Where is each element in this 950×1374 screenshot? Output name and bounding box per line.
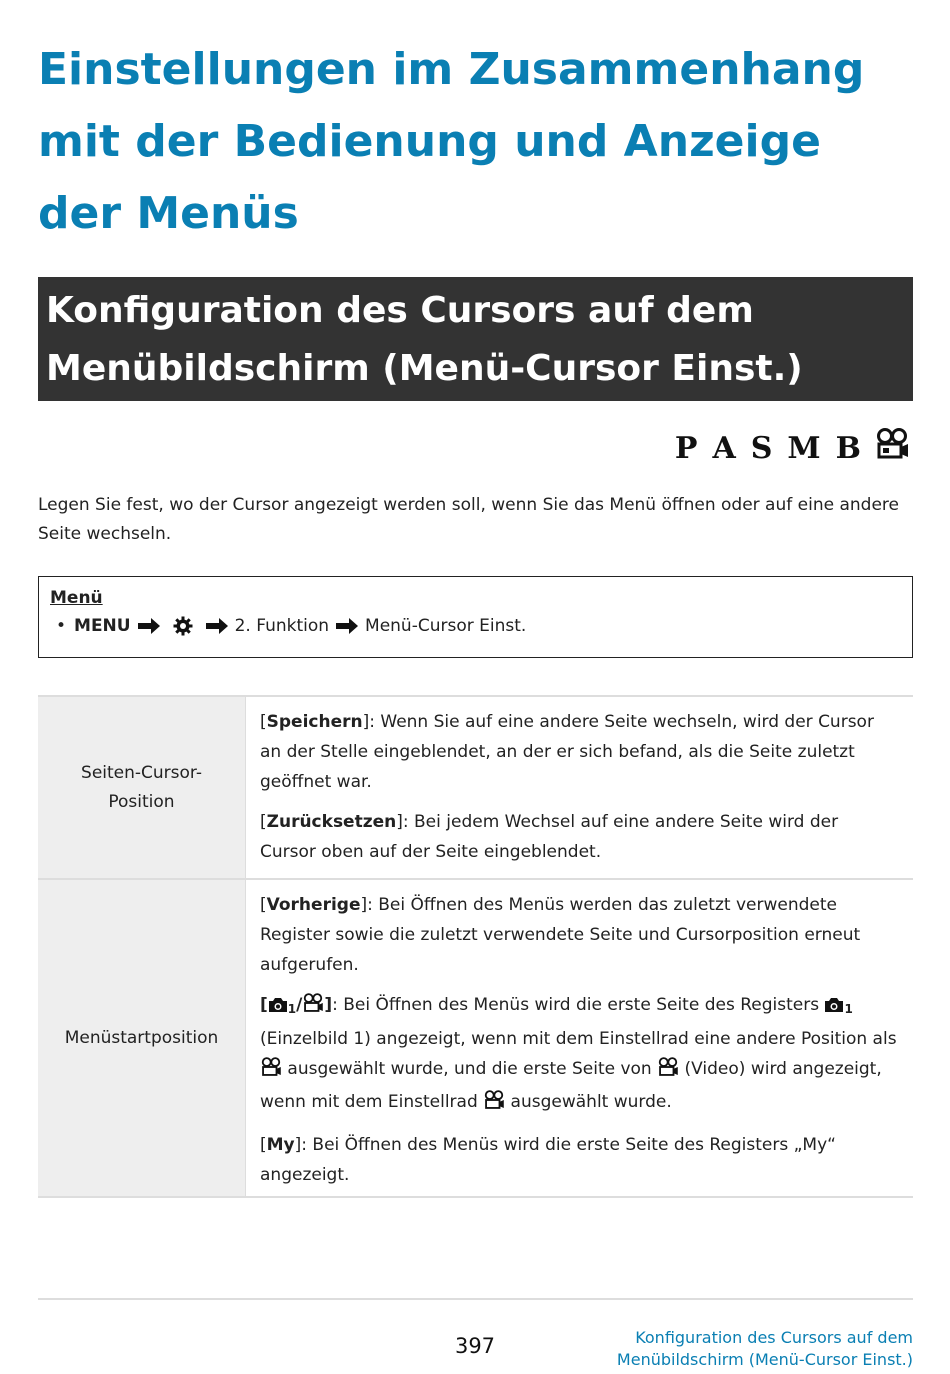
option-name: Speichern <box>266 712 363 732</box>
option-name-subscript: 1 <box>287 1002 297 1016</box>
option-name: Zurücksetzen <box>266 812 397 832</box>
option-description: [Vorherige]: Bei Öffnen des Menüs werden das zuletzt verwendete Register sowie die zuletzt verwendete Seite und Cursorposition erneut aufgerufen. <box>260 895 861 975</box>
movie-icon <box>657 1057 679 1087</box>
mode-m: M <box>787 430 822 466</box>
option-text: : Bei jedem Wechsel auf eine andere Seite wird der Cursor oben auf der Seite eingeblendet. <box>260 812 839 862</box>
movie-icon <box>483 1090 505 1120</box>
mode-s: S <box>750 430 774 466</box>
movie-icon <box>874 428 910 468</box>
menu-label: Menü <box>50 588 103 608</box>
arrow-right-icon <box>205 618 229 634</box>
menu-step-label: 2. Funktion <box>234 616 330 636</box>
gear-icon <box>173 616 193 636</box>
option-description: [Zurücksetzen]: Bei jedem Wechsel auf eine andere Seite wird der Cursor oben auf der Seite eingeblendet. <box>260 812 839 862</box>
option-description: [My]: Bei Öffnen des Menüs wird die erste Seite des Registers „My“ angezeigt. <box>260 1135 836 1185</box>
shooting-modes <box>661 428 910 468</box>
mode-p: P <box>674 430 699 466</box>
option-text: : Bei Öffnen des Menüs werden das zuletzt verwendete Register sowie die zuletzt verwendete Seite und Cursorposition erneut aufgerufen. <box>260 895 861 975</box>
option-name: My <box>266 1135 295 1155</box>
menu-path <box>50 612 901 640</box>
option-text: : Bei Öffnen des Menüs wird die erste Seite des Registers „My“ angezeigt. <box>260 1135 836 1185</box>
menu-button-label: MENU <box>74 616 131 636</box>
option-name: Vorherige <box>266 895 361 915</box>
footer-divider <box>38 1298 913 1300</box>
camera-icon <box>824 993 844 1023</box>
option-description: [ $_1$/ ]: Bei Öffnen des Menüs wird die erste Seite des Registers $_1$ (Einzelbild 1) angezeigt, wenn mit dem Einstellrad eine andere Position als ausgewählt wurde, und die erste Seite von (Video) wird angezeigt, wenn mit dem Einstellrad ausgewählt wurde. <box>260 990 899 1120</box>
option-text: (Einzelbild 1) angezeigt, wenn mit dem Einstellrad eine andere Position als <box>260 1029 897 1049</box>
arrow-right-icon <box>137 618 161 634</box>
footer-section-link[interactable]: Konfiguration des Cursors auf dem Menübildschirm (Menü-Cursor Einst.) <box>616 1328 913 1369</box>
option-text: : Wenn Sie auf eine andere Seite wechseln, wird der Cursor an der Stelle eingeblendet, an der er sich befand, als die Seite zuletzt geöffnet war. <box>260 712 874 792</box>
settings-table <box>38 695 913 1198</box>
row-content <box>246 697 913 878</box>
camera-icon <box>268 993 288 1023</box>
table-row <box>38 880 913 1198</box>
option-name-separator: / <box>296 995 303 1015</box>
menu-end-label: Menü-Cursor Einst. <box>365 616 527 636</box>
section-title: Konfiguration des Cursors auf dem Menübildschirm (Menü-Cursor Einst.) <box>38 277 913 401</box>
row-label: Menüstartposition <box>38 880 246 1196</box>
bullet: • <box>56 616 67 636</box>
row-label: Seiten-Cursor-Position <box>38 697 246 878</box>
arrow-right-icon <box>335 618 359 634</box>
page-number: 397 <box>454 1334 496 1358</box>
option-text: : Bei Öffnen des Menüs wird die erste Seite des Registers <box>332 995 825 1015</box>
chapter-title: Einstellungen im Zusammenhang mit der Bedienung und Anzeige der Menüs <box>38 44 865 239</box>
movie-icon <box>302 993 324 1023</box>
mode-b: B <box>835 430 862 466</box>
menu-box <box>38 576 913 658</box>
option-description: [Speichern]: Wenn Sie auf eine andere Seite wechseln, wird der Cursor an der Stelle eingeblendet, an der er sich befand, als die Seite zuletzt geöffnet war. <box>260 712 874 792</box>
option-text: (Video) wird angezeigt, wenn mit dem Einstellrad <box>260 1059 882 1112</box>
row-content <box>246 880 913 1196</box>
table-row <box>38 697 913 880</box>
option-text: ausgewählt wurde, und die erste Seite von <box>282 1059 658 1079</box>
register-subscript: 1 <box>844 1002 853 1016</box>
mode-a: A <box>712 430 737 466</box>
intro-text: Legen Sie fest, wo der Cursor angezeigt werden soll, wenn Sie das Menü öffnen oder auf eine andere Seite wechseln. <box>38 495 899 544</box>
movie-icon <box>260 1057 282 1087</box>
option-text: ausgewählt wurde. <box>505 1092 672 1112</box>
